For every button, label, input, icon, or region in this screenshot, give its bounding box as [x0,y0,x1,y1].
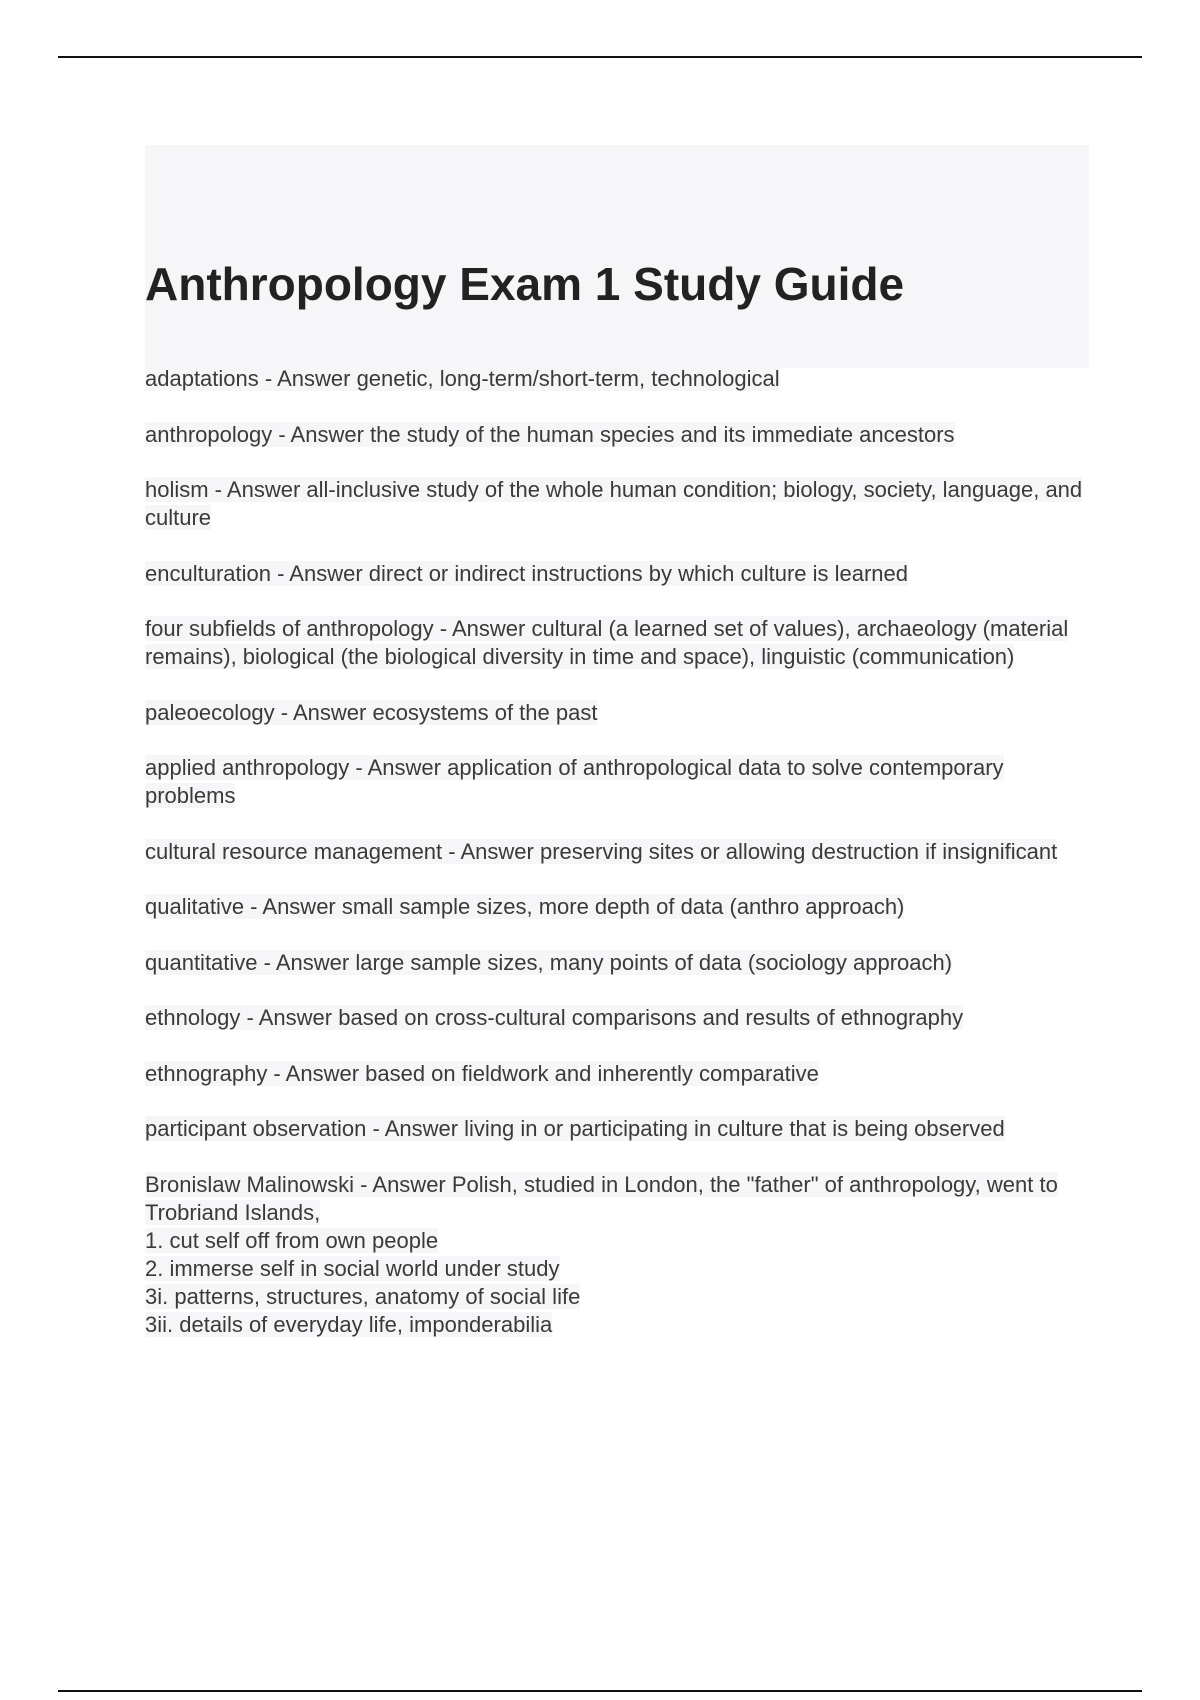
qa-text: applied anthropology - Answer application of anthropological data to solve contemporary problems [145,755,1004,808]
qa-subline [145,1255,1085,1283]
qa-text: adaptations - Answer genetic, long-term/short-term, technological [145,366,780,391]
qa-text: ethnology - Answer based on cross-cultural comparisons and results of ethnography [145,1005,964,1030]
page-bottom-rule [58,1690,1142,1692]
qa-item-qualitative [145,893,1085,921]
qa-item-participant-observation [145,1115,1085,1143]
qa-text: Bronislaw Malinowski - Answer Polish, studied in London, the "father" of anthropology, went to Trobriand Islands, [145,1171,1058,1225]
qa-item-applied-anthropology [145,754,1085,810]
qa-item-ethnology [145,1004,1085,1032]
qa-text: cultural resource management - Answer preserving sites or allowing destruction if insignificant [145,838,1058,864]
qa-item-four-subfields [145,615,1085,671]
qa-text: enculturation - Answer direct or indirect instructions by which culture is learned [145,560,909,586]
qa-text: ethnography - Answer based on fieldwork and inherently comparative [145,1060,819,1086]
qa-subline [145,1283,1085,1311]
qa-item-anthropology [145,421,1085,449]
page-top-rule [58,56,1142,58]
qa-item-quantitative [145,949,1085,977]
qa-item-holism [145,476,1085,532]
qa-text: quantitative - Answer large sample sizes, many points of data (sociology approach) [145,949,953,975]
qa-text: four subfields of anthropology - Answer cultural (a learned set of values), archaeology (material remains), biological (the biological diversity in time and space), linguistic (communication) [145,616,1069,669]
qa-subline-text: 3i. patterns, structures, anatomy of social life [145,1283,581,1309]
qa-subline-text: 1. cut self off from own people [145,1227,439,1253]
qa-item-malinowski [145,1171,1085,1339]
qa-text: paleoecology - Answer ecosystems of the past [145,699,598,725]
qa-text: anthropology - Answer the study of the human species and its immediate ancestors [145,421,955,447]
qa-item-cultural-resource-management [145,838,1085,866]
qa-item-enculturation [145,560,1085,588]
qa-subline [145,1227,1085,1255]
qa-list [145,365,1085,1366]
qa-item-ethnography [145,1060,1085,1088]
qa-text: participant observation - Answer living in or participating in culture that is being observed [145,1116,1005,1141]
qa-subline [145,1311,1085,1339]
qa-item-paleoecology [145,699,1085,727]
qa-subline-text: 2. immerse self in social world under study [145,1255,560,1281]
page-title: Anthropology Exam 1 Study Guide [145,258,905,310]
qa-text: qualitative - Answer small sample sizes, more depth of data (anthro approach) [145,894,905,919]
qa-subline-text: 3ii. details of everyday life, imponderabilia [145,1311,553,1337]
qa-item-adaptations [145,365,1085,393]
qa-text: holism - Answer all-inclusive study of the whole human condition; biology, society, language, and culture [145,477,1083,530]
